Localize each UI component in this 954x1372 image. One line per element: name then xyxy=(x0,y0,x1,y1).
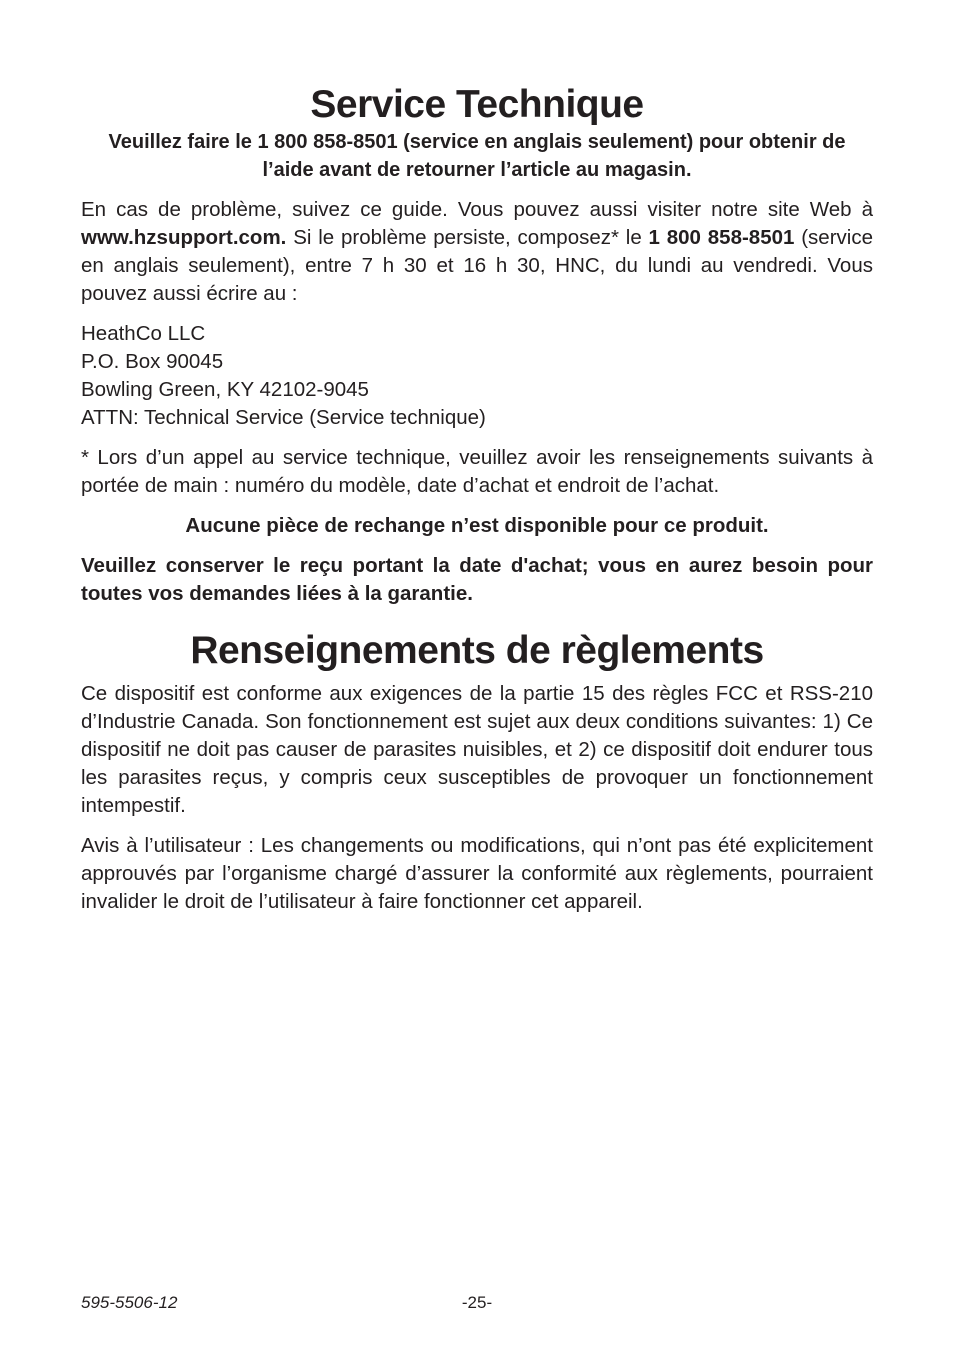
phone-number: 1 800 858-8501 xyxy=(648,226,795,249)
no-parts-notice: Aucune pièce de rechange n’est disponible pour ce produit. xyxy=(185,514,769,537)
service-footnote: * Lors d’un appel au service technique, veuillez avoir les renseignements suivants à portée de main : numéro du modèle, date d’achat et endroit de l’achat. xyxy=(81,446,873,497)
mailing-address xyxy=(81,320,873,432)
section-title-service: Service Technique xyxy=(310,83,644,126)
page-number: -25- xyxy=(461,1293,493,1312)
service-intro: Veuillez faire le 1 800 858-8501 (service en anglais seulement) pour obtenir de l’aide avant de retourner l’article au magasin. xyxy=(108,131,846,181)
receipt-notice: Veuillez conserver le reçu portant la date d'achat; vous en aurez besoin pour toutes vos demandes liées à la garantie. xyxy=(81,554,873,605)
address-line: ATTN: Technical Service (Service technique) xyxy=(81,406,486,429)
website-link: www.hzsupport.com. xyxy=(81,226,287,249)
address-line: HeathCo LLC xyxy=(81,322,206,345)
regulations-paragraph: Ce dispositif est conforme aux exigences de la partie 15 des règles FCC et RSS-210 d’Industrie Canada. Son fonctionnement est sujet aux deux conditions suivantes: 1) Ce dispositif ne doit pas causer de parasites nuisibles, et 2) ce dispositif doit endurer tous les parasites reçus, y compris ceux susceptibles de provoquer un fonctionnement intempestif. xyxy=(81,682,873,817)
user-notice-paragraph: Avis à l’utilisateur : Les changements ou modifications, qui n’ont pas été explicitement approuvés par l’organisme chargé d’assurer la conformité aux règlements, pourraient invalider le droit de l’utilisateur à faire fonctionner cet appareil. xyxy=(81,834,873,913)
address-line: P.O. Box 90045 xyxy=(81,350,224,373)
address-line: Bowling Green, KY 42102-9045 xyxy=(81,378,369,401)
section-title-regulations: Renseignements de règlements xyxy=(190,629,764,672)
document-page xyxy=(81,82,873,928)
document-number: 595-5506-12 xyxy=(81,1293,178,1312)
service-paragraph: En cas de problème, suivez ce guide. Vous pouvez aussi visiter notre site Web à www.hzsupport.com. Si le problème persiste, composez* le 1 800 858-8501 (service en anglais seulement), entre 7 h 30 et 16 h 30, HNC, du lundi au vendredi. Vous pouvez aussi écrire au : xyxy=(81,198,873,305)
